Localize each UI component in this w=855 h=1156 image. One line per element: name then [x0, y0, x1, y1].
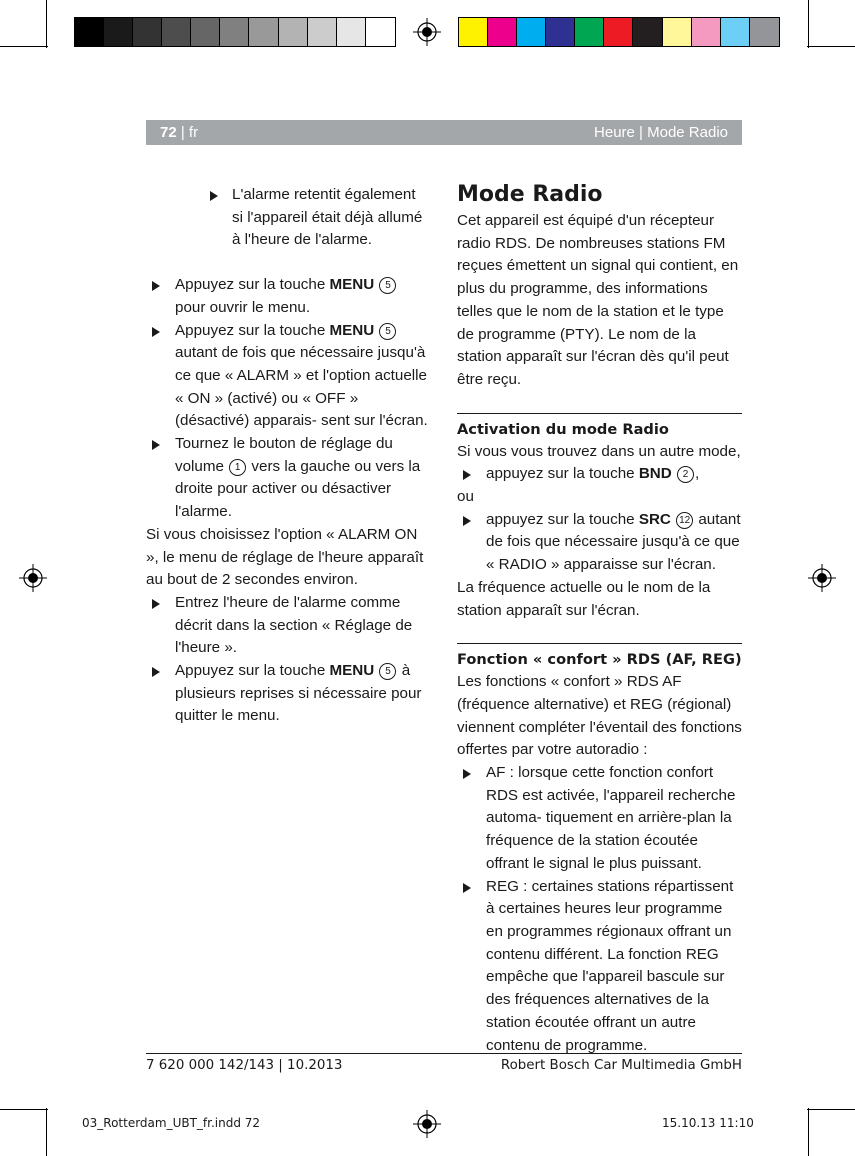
list-item: [146, 592, 430, 660]
triangle-bullet-icon: [463, 769, 471, 779]
key-label: BND: [638, 465, 672, 483]
color-swatch: [366, 18, 395, 46]
crop-mark: [46, 0, 47, 48]
color-swatch: [692, 18, 721, 46]
color-swatch: [546, 18, 575, 46]
key-label: SRC: [638, 510, 671, 528]
color-swatch: [133, 18, 162, 46]
crop-mark: [808, 0, 809, 48]
list-item: [457, 463, 742, 486]
crop-mark: [46, 1108, 47, 1156]
key-label: MENU: [329, 276, 375, 294]
list-item: [457, 762, 742, 876]
list-item-text: à plusieurs reprises si nécessaire pour quitter le menu.: [175, 662, 422, 725]
list-item: [146, 320, 430, 434]
triangle-bullet-icon: [463, 470, 471, 480]
print-slug-date: 15.10.13 11:10: [662, 1116, 754, 1130]
color-swatch: [191, 18, 220, 46]
list-item: [457, 876, 742, 1058]
subsection-heading: Activation du mode Radio: [457, 420, 669, 438]
callout-number: 2: [677, 466, 694, 483]
color-swatch: [517, 18, 546, 46]
paragraph: Si vous vous trouvez dans un autre mode,: [457, 442, 741, 460]
list-item-text: Entrez l'heure de l'alarme comme décrit dans la section « Réglage de l'heure ».: [175, 593, 413, 657]
key-label: MENU: [329, 321, 375, 339]
triangle-bullet-icon: [463, 516, 471, 526]
color-swatch: [721, 18, 750, 46]
color-swatch: [663, 18, 692, 46]
color-swatch: [459, 18, 488, 46]
crop-mark: [0, 46, 48, 47]
print-slug-filename: 03_Rotterdam_UBT_fr.indd 72: [82, 1116, 261, 1130]
footer-doc-number: 7 620 000 142/143 | 10.2013: [146, 1058, 343, 1073]
divider: [457, 643, 742, 644]
process-color-bar: [458, 17, 780, 47]
list-item-text: Tournez le bouton de réglage du volume: [175, 435, 393, 475]
paragraph: Cet appareil est équipé d'un récepteur radio RDS. De nombreuses stations FM reçues émettent un signal qui contient, en plus du programme, des informations telles que le nom de la station et le type de programme (PTY). Le nom de la station apparaît sur l'écran dès qu'il peut être reçu.: [457, 212, 739, 388]
list-item: [457, 509, 742, 577]
color-swatch: [279, 18, 308, 46]
list-item: [146, 660, 430, 728]
callout-number: 5: [379, 277, 396, 294]
list-item-text: autant de fois que nécessaire jusqu'à ce que « ALARM » et l'option actuelle « ON » (activé) ou « OFF » (désactivé) apparais- sent sur l'écran.: [175, 344, 428, 430]
crop-mark: [0, 1109, 48, 1110]
paragraph: La fréquence actuelle ou le nom de la station apparaît sur l'écran.: [457, 578, 711, 619]
section-title: Heure | Mode Radio: [594, 124, 728, 141]
list-item-text: autant de fois que nécessaire jusqu'à ce que « RADIO » apparaisse sur l'écran.: [486, 510, 741, 574]
color-swatch: [575, 18, 604, 46]
color-swatch: [249, 18, 278, 46]
color-swatch: [633, 18, 662, 46]
triangle-bullet-icon: [152, 327, 160, 337]
color-swatch: [75, 18, 104, 46]
list-item-text: pour ouvrir le menu.: [175, 298, 311, 316]
crop-mark: [808, 1108, 809, 1156]
language-code: fr: [188, 124, 199, 141]
key-label: MENU: [329, 662, 375, 680]
list-item-text: appuyez sur la touche: [486, 510, 639, 528]
triangle-bullet-icon: [152, 440, 160, 450]
list-item-text: REG : certaines stations répartissent à certaines heures leur programme en programmes régionaux offrant un contenu différent. La fonction REG empêche que l'appareil bascule sur des fréquences alternatives de la station écoutée offrant un autre contenu de programme.: [486, 877, 734, 1054]
registration-mark-icon: [413, 18, 441, 46]
page-header-left: 72 | fr: [160, 124, 199, 141]
registration-mark-icon: [808, 564, 836, 592]
callout-number: 5: [379, 663, 396, 680]
left-column: [146, 184, 430, 728]
grayscale-color-bar: [74, 17, 396, 47]
list-item-text: L'alarme retentit également si l'appareil était déjà allumé à l'heure de l'alarme.: [232, 186, 423, 249]
callout-number: 5: [379, 323, 396, 340]
divider: [457, 413, 742, 414]
page-number: 72: [160, 124, 177, 141]
paragraph: Si vous choisissez l'option « ALARM ON », le menu de réglage de l'heure apparaît au bout de 2 secondes environ.: [146, 525, 424, 589]
list-item: [146, 433, 430, 524]
triangle-bullet-icon: [152, 667, 160, 677]
right-column: [457, 182, 742, 1057]
list-item-text: Appuyez sur la touche: [175, 321, 330, 339]
footer-divider: [146, 1053, 742, 1054]
registration-mark-icon: [19, 564, 47, 592]
list-item-text: Appuyez sur la touche: [175, 662, 330, 680]
triangle-bullet-icon: [210, 191, 218, 201]
crop-mark: [807, 1109, 855, 1110]
list-item: [146, 274, 430, 319]
paragraph: ou: [457, 488, 474, 506]
color-swatch: [337, 18, 366, 46]
registration-mark-icon: [413, 1110, 441, 1138]
color-swatch: [604, 18, 633, 46]
crop-mark: [807, 46, 855, 47]
color-swatch: [750, 18, 779, 46]
list-item: [146, 184, 430, 252]
triangle-bullet-icon: [152, 281, 160, 291]
list-item-text: ,: [694, 465, 700, 483]
list-item-text: Appuyez sur la touche: [175, 276, 330, 294]
subsection-heading: Fonction « confort » RDS (AF, REG): [457, 651, 742, 669]
color-swatch: [104, 18, 133, 46]
callout-number: 12: [676, 512, 693, 529]
callout-number: 1: [229, 459, 246, 476]
footer-company: Robert Bosch Car Multimedia GmbH: [500, 1058, 742, 1073]
list-item-text: vers la gauche ou vers la droite pour activer ou désactiver l'alarme.: [175, 457, 421, 521]
color-swatch: [488, 18, 517, 46]
list-item-text: appuyez sur la touche: [486, 465, 639, 483]
section-heading: Mode Radio: [457, 182, 603, 207]
color-swatch: [220, 18, 249, 46]
list-item-text: AF : lorsque cette fonction confort RDS est activée, l'appareil recherche automa- tiquement en arrière-plan la fréquence de la station écoutée offrant le signal le plus puissant.: [486, 764, 736, 872]
page-header: [146, 120, 742, 145]
triangle-bullet-icon: [463, 883, 471, 893]
paragraph: Les fonctions « confort » RDS AF (fréquence alternative) et REG (régional) viennent compléter l'éventail des fonctions offertes par votre autoradio :: [457, 673, 742, 759]
color-swatch: [308, 18, 337, 46]
triangle-bullet-icon: [152, 599, 160, 609]
color-swatch: [162, 18, 191, 46]
